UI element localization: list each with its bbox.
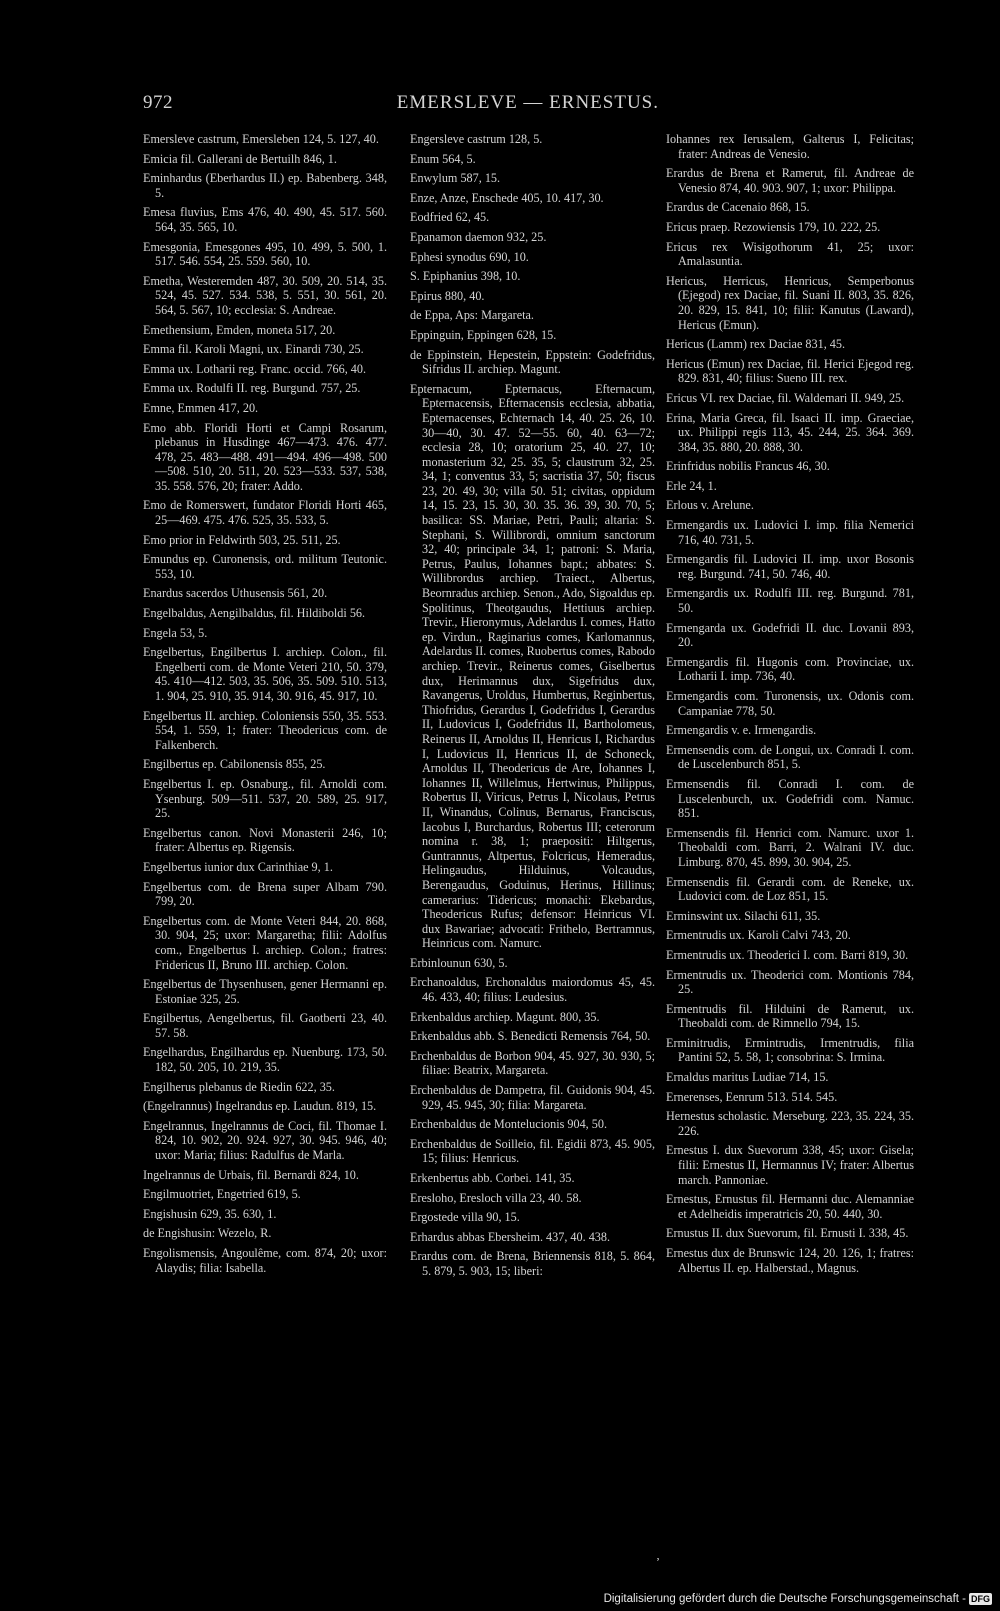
- index-entry: Emesa fluvius, Ems 476, 40. 490, 45. 517. 560. 564, 35. 565, 10.: [143, 205, 387, 234]
- index-entry: Ermentrudis fil. Hilduini de Ramerut, ux. Theobaldi com. de Rimnello 794, 15.: [666, 1001, 914, 1031]
- index-entry: Epternacum, Epternacus, Efternacum, Epternacensis, Efternacensis ecclesia, abbatia, Epternacenses, Echternach 14, 40. 25. 26, 10. 30—40, 30. 47. 52—55. 60, 40. 63—72; ecclesia 28, 10; oratorium 25, 40. 27, 10; monasterium 32, 25. 35, 5; claustrum 32, 25. 34, 1; conventus 33, 5; sacristia 37, 50; fiscus 23, 20. 49, 30; villa 50. 51; civitas, oppidum 14, 15. 23, 15. 30, 30. 35. 36. 39, 30. 70, 5; basilica: SS. Mariae, Petri, Pauli; altaria: S. Stephani, S. Willibrordi, omnium sanctorum 32, 40; principale 34, 1; patroni: S. Maria, Petrus, Paulus, Iohannes bapt.; abbates: S. Willibrordus archiep. Traiect., Albertus, Beornradus archiep. Senon., Ado, Sigoaldus ep. Spolitinus, Theotgaudus, Hettiuus archiep. Trevir., Hieronymus, Adelardus I. comes, Hatto ep. Virdun., Raginarius comes, Karlomannus, Adelardus II. comes, Ruobertus comes, Rabodo archiep. Trevir., Reinerus comes, Giselbertus dux, Herimannus dux, Sigefridus dux, Ravangerus, Uroldus, Humbertus, Reginbertus, Thiofridus, Gerardus I, Godefridus I, Gerardus II, Ludovicus I, Godefridus II, Bartholomeus, Reinerus II, Arnoldus II, Henricus I, Richardus I, Ludovicus II, Henricus II, de Schoneck, Arnoldus II, Theodericus de Are, Iohannes I, Iohannes II, Willelmus, Hertwinus, Philippus, Robertus II, Viricus, Petrus I, Nicolaus, Petrus II, Winandus, Colinus, Bernarus, Franciscus, Iacobus I, Burchardus, Robertus III; ceterorum nomina r. 38, 1; praepositi: Hiltgerus, Guntrannus, Altpertus, Folcricus, Hemeradus, Helingaudus, Hilduinus, Volcaudus, Berengaudus, Goduinus, Herinus, Hillinus; camerarius: Tidericus; monachi: Ekebardus, Theodericus Rufus; defensor: Heinricus VI. dux Bawariae; advocati: Frithelo, Bertramnus, Heinricus com. Namurc.: [410, 381, 655, 951]
- index-entry: Emesgonia, Emesgones 495, 10. 499, 5. 500, 1. 517. 546. 554, 25. 559. 560, 10.: [143, 239, 387, 269]
- index-entry: de Engishusin: Wezelo, R.: [143, 1226, 272, 1241]
- index-entry: Erbinlounun 630, 5.: [410, 955, 508, 970]
- index-entry: Emne, Emmen 417, 20.: [143, 400, 259, 415]
- index-entry: Ingelrannus de Urbais, fil. Bernardi 824, 10.: [143, 1167, 359, 1182]
- index-entry: Ermengardis fil. Ludovici II. imp. uxor Bosonis reg. Burgund. 741, 50. 746, 40.: [666, 552, 914, 581]
- dfg-logo: DFG: [971, 1594, 990, 1604]
- index-entry: de Eppinstein, Hepestein, Eppstein: Godefridus, Sifridus II. archiep. Magunt.: [410, 347, 655, 377]
- index-entry: Emethensium, Emden, moneta 517, 20.: [143, 322, 336, 337]
- index-entry: Ernestus, Ernustus fil. Hermanni duc. Alemanniae et Adelheidis imperatricis 20, 50. 440, 30.: [666, 1192, 914, 1221]
- index-entry: Erminswint ux. Silachi 611, 35.: [666, 908, 821, 923]
- index-column-3: [666, 132, 914, 1280]
- index-entry: S. Epiphanius 398, 10.: [410, 269, 521, 284]
- index-entry: Epirus 880, 40.: [410, 288, 485, 303]
- index-column-1: [143, 132, 387, 1280]
- index-entry: Engelbertus com. de Monte Veteri 844, 20. 868, 30. 904, 25; uxor: Margaretha; filii: Adolfus com., Engelbertus I. archiep. Colon.; fratres: Fridericus II, Bruno III. archiep. Colon.: [143, 913, 387, 972]
- index-entry: Erle 24, 1.: [666, 478, 717, 493]
- index-entry: Erkenbaldus archiep. Magunt. 800, 35.: [410, 1009, 600, 1024]
- index-entry: Engilmuotriet, Engetried 619, 5.: [143, 1187, 301, 1202]
- index-entry: Erardus de Brena et Ramerut, fil. Andreae de Venesio 874, 40. 903. 907, 1; uxor: Philippa.: [666, 166, 914, 195]
- index-entry: Emetha, Westeremden 487, 30. 509, 20. 514, 35. 524, 45. 527. 534. 538, 5. 551, 30. 561, 20. 564, 5. 567, 10; ecclesia: S. Andreae.: [143, 273, 387, 317]
- margin-mark: ‚: [656, 1548, 660, 1562]
- index-entry: Hericus (Lamm) rex Daciae 831, 45.: [666, 337, 846, 352]
- index-entry: Ernestus I. dux Suevorum 338, 45; uxor: Gisela; filii: Ernestus II, Hermannus IV; frater: Albertus march. Pannoniae.: [666, 1143, 914, 1187]
- index-entry: Erkenbertus abb. Corbei. 141, 35.: [410, 1171, 575, 1185]
- index-entry: Engelhardus, Engilhardus ep. Nuenburg. 173, 50. 182, 50. 205, 10. 219, 35.: [143, 1045, 387, 1075]
- digitization-credit: [604, 1593, 992, 1605]
- index-entry: Engelrannus, Ingelrannus de Coci, fil. Thomae I. 824, 10. 902, 20. 924. 927, 30. 945. 946, 40; uxor: Maria; filius: Radulfus de Marla.: [143, 1118, 387, 1163]
- index-entry: Erchanoaldus, Erchonaldus maiordomus 45, 45. 46. 433, 40; filius: Leudesius.: [410, 975, 655, 1005]
- index-entry: Enze, Anze, Enschede 405, 10. 417, 30.: [410, 190, 604, 205]
- index-entry: Ermengardis ux. Rodulfi III. reg. Burgund. 781, 50.: [666, 586, 914, 616]
- index-entry: Emo abb. Floridi Horti et Campi Rosarum, plebanus in Husdinge 467—473. 476. 477. 478, 25. 483—488. 491—494. 496—498. 500—508. 510, 20. 511, 20. 523—533. 537, 538, 35. 558. 576, 20; frater: Addo.: [143, 420, 387, 493]
- index-entry: Erkenbaldus abb. S. Benedicti Remensis 764, 50.: [410, 1029, 651, 1044]
- index-entry: Ermengardis com. Turonensis, ux. Odonis com. Campaniae 778, 50.: [666, 689, 914, 718]
- index-column-2: [410, 132, 655, 1284]
- index-entry: Engersleve castrum 128, 5.: [410, 132, 543, 146]
- index-entry: Engishusin 629, 35. 630, 1.: [143, 1206, 277, 1221]
- index-entry: Emo de Romerswert, fundator Floridi Horti 465, 25—469. 475. 476. 525, 35. 533, 5.: [143, 498, 387, 528]
- index-entry: Emo prior in Feldwirth 503, 25. 511, 25.: [143, 532, 341, 547]
- index-entry: Ermentrudis ux. Theoderici I. com. Barri 819, 30.: [666, 947, 909, 962]
- index-entry: Erminitrudis, Ermintrudis, Irmentrudis, filia Pantini 52, 5. 58, 1; consobrina: S. Irmina.: [666, 1035, 914, 1065]
- index-entry: Engolismensis, Angoulême, com. 874, 20; uxor: Alaydis; filia: Isabella.: [143, 1246, 387, 1275]
- index-entry: Erinfridus nobilis Francus 46, 30.: [666, 459, 830, 474]
- index-entry: Ernustus II. dux Suevorum, fil. Ernusti I. 338, 45.: [666, 1226, 909, 1241]
- index-entry: Engelbertus iunior dux Carinthiae 9, 1.: [143, 859, 333, 874]
- index-entry: de Eppa, Aps: Margareta.: [410, 308, 534, 323]
- index-entry: Erchenbaldus de Soilleio, fil. Egidii 873, 45. 905, 15; filius: Henricus.: [410, 1136, 655, 1166]
- index-entry: Erhardus abbas Ebersheim. 437, 40. 438.: [410, 1229, 611, 1244]
- index-entry: Hernestus scholastic. Merseburg. 223, 35. 224, 35. 226.: [666, 1109, 914, 1138]
- index-entry: Engilbertus ep. Cabilonensis 855, 25.: [143, 757, 326, 772]
- index-entry: Ermensendis fil. Henrici com. Namurc. uxor 1. Theobaldi com. Barri, 2. Walrani IV. duc. Limburg. 870, 45. 899, 30. 904, 25.: [666, 825, 914, 869]
- index-entry: Ermengarda ux. Godefridi II. duc. Lovanii 893, 20.: [666, 620, 914, 650]
- index-entry: Enardus sacerdos Uthusensis 561, 20.: [143, 586, 328, 601]
- index-entry: Emma ux. Lotharii reg. Franc. occid. 766, 40.: [143, 361, 367, 376]
- index-entry: Ernestus dux de Brunswic 124, 20. 126, 1; fratres: Albertus II. ep. Halberstad., Magnus.: [666, 1246, 914, 1275]
- index-entry: Ernerenses, Eenrum 513. 514. 545.: [666, 1089, 838, 1104]
- index-entry: Engela 53, 5.: [143, 625, 208, 640]
- index-entry: Engelbertus canon. Novi Monasterii 246, 10; frater: Albertus ep. Rigensis.: [143, 825, 387, 855]
- index-entry: Emersleve castrum, Emersleben 124, 5. 127, 40.: [143, 132, 379, 146]
- index-entry: Emundus ep. Curonensis, ord. militum Teutonic. 553, 10.: [143, 552, 387, 581]
- index-entry: Erchenbaldus de Dampetra, fil. Guidonis 904, 45. 929, 45. 945, 30; filia: Margareta.: [410, 1083, 655, 1112]
- index-entry: Eresloho, Eresloch villa 23, 40. 58.: [410, 1190, 582, 1205]
- index-entry: Epanamon daemon 932, 25.: [410, 229, 547, 244]
- index-entry: Eppinguin, Eppingen 628, 15.: [410, 327, 557, 342]
- index-entry: Engelbaldus, Aengilbaldus, fil. Hildiboldi 56.: [143, 606, 366, 621]
- index-entry: Ephesi synodus 690, 10.: [410, 249, 529, 264]
- index-entry: Ermengardis v. e. Irmengardis.: [666, 723, 817, 738]
- index-entry: Ermentrudis ux. Theoderici com. Montionis 784, 25.: [666, 967, 914, 997]
- index-entry: Eminhardus (Eberhardus II.) ep. Babenberg. 348, 5.: [143, 171, 387, 200]
- index-entry: Enwylum 587, 15.: [410, 171, 501, 186]
- index-entry: Eodfried 62, 45.: [410, 210, 490, 225]
- index-entry: Erina, Maria Greca, fil. Isaaci II. imp. Graeciae, ux. Philippi regis 113, 45. 244, 25. 364. 369. 384, 35. 880, 20. 888, 30.: [666, 410, 914, 454]
- index-entry: Iohannes rex Ierusalem, Galterus I, Felicitas; frater: Andreas de Venesio.: [666, 132, 914, 161]
- index-entry: Ericus praep. Rezowiensis 179, 10. 222, 25.: [666, 219, 881, 234]
- page-number: 972: [143, 92, 173, 113]
- index-entry: (Engelrannus) Ingelrandus ep. Laudun. 819, 15.: [143, 1099, 377, 1114]
- index-entry: Ermensendis fil. Gerardi com. de Reneke, ux. Ludovici com. de Loz 851, 15.: [666, 874, 914, 904]
- index-entry: Ergostede villa 90, 15.: [410, 1210, 520, 1225]
- index-entry: Enum 564, 5.: [410, 151, 476, 166]
- index-entry: Ericus rex Wisigothorum 41, 25; uxor: Amalasuntia.: [666, 239, 914, 269]
- index-entry: Engelbertus II. archiep. Coloniensis 550, 35. 553. 554, 1. 559, 1; frater: Theodericus com. de Falkenberch.: [143, 708, 387, 752]
- index-entry: Ermengardis ux. Ludovici I. imp. filia Nemerici 716, 40. 731, 5.: [666, 518, 914, 547]
- index-entry: Engilbertus, Aengelbertus, fil. Gaotberti 23, 40. 57. 58.: [143, 1011, 387, 1040]
- index-entry: Ermensendis com. de Longui, ux. Conradi I. com. de Luscelenburch 851, 5.: [666, 742, 914, 772]
- index-entry: Erlous v. Arelune.: [666, 498, 754, 513]
- index-entry: Emma fil. Karoli Magni, ux. Einardi 730, 25.: [143, 342, 364, 357]
- index-entry: Erchenbaldus de Montelucionis 904, 50.: [410, 1117, 607, 1132]
- index-entry: Emma ux. Rodulfi II. reg. Burgund. 757, 25.: [143, 381, 361, 396]
- index-entry: Hericus (Emun) rex Daciae, fil. Herici Ejegod reg. 829. 831, 40; filius: Sueno III. rex.: [666, 356, 914, 386]
- index-entry: Hericus, Herricus, Henricus, Semperbonus (Ejegod) rex Daciae, fil. Suani II. 803, 35. 826, 20. 829, 15. 841, 10; filii: Kanutus (Laward), Hericus (Emun).: [666, 273, 914, 332]
- index-entry: Engilherus plebanus de Riedin 622, 35.: [143, 1079, 335, 1094]
- page-header: [143, 92, 659, 114]
- index-entry: Engelbertus de Thysenhusen, gener Hermanni ep. Estoniae 325, 25.: [143, 977, 387, 1006]
- index-entry: Engelbertus com. de Brena super Albam 790. 799, 20.: [143, 879, 387, 909]
- index-entry: Erardus com. de Brena, Briennensis 818, 5. 864, 5. 879, 5. 903, 15; liberi:: [410, 1249, 655, 1278]
- index-entry: Ermensendis fil. Conradi I. com. de Luscelenburch, ux. Godefridi com. Namuc. 851.: [666, 776, 914, 821]
- index-entry: Emicia fil. Gallerani de Bertuilh 846, 1.: [143, 151, 337, 166]
- running-title: EMERSLEVE — ERNESTUS.: [396, 92, 659, 113]
- index-entry: Erardus de Cacenaio 868, 15.: [666, 200, 810, 215]
- index-entry: Engelbertus I. ep. Osnaburg., fil. Arnoldi com. Ysenburg. 509—511. 537, 20. 589, 25. 917, 25.: [143, 776, 387, 821]
- index-entry: Ermengardis fil. Hugonis com. Provinciae, ux. Lotharii I. imp. 736, 40.: [666, 654, 914, 684]
- index-entry: Ericus VI. rex Daciae, fil. Waldemari II. 949, 25.: [666, 390, 905, 405]
- index-entry: Engelbertus, Engilbertus I. archiep. Colon., fil. Engelberti com. de Monte Veteri 210, 50. 379, 45. 410—412. 503, 35. 506, 35. 509. 510. 513, 1. 904, 25. 910, 35. 914, 30. 916, 45. 917, 10.: [143, 645, 387, 703]
- index-entry: Erchenbaldus de Borbon 904, 45. 927, 30. 930, 5; filiae: Beatrix, Margareta.: [410, 1048, 655, 1078]
- index-entry: Ernaldus maritus Ludiae 714, 15.: [666, 1070, 829, 1085]
- credit-text: Digitalisierung gefördert durch die Deutsche Forschungsgemeinschaft -: [603, 1593, 966, 1605]
- index-entry: Ermentrudis ux. Karoli Calvi 743, 20.: [666, 928, 851, 943]
